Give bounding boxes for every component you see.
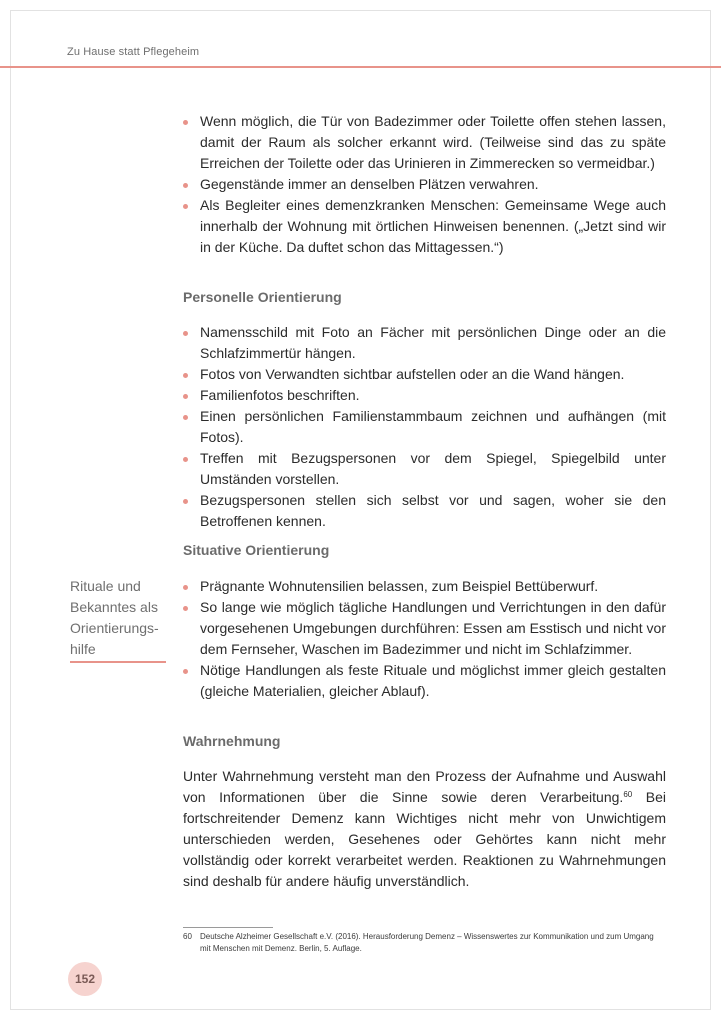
list-item: So lange wie möglich tägliche Handlungen und Verrichtungen in den dafür vorgesehenen Umgebungen durchführen: Essen am Esstisch und nicht vor dem Fernseher, Waschen im Badezimmer und nicht im Schlafzimmer. [183, 597, 666, 660]
footnote-reference: 60 [623, 790, 633, 799]
list-item: Wenn möglich, die Tür von Badezimmer oder Toilette offen stehen lassen, damit der Raum als solcher erkannt wird. (Teilweise sind das zu späte Erreichen der Toilette oder das Urinieren in Zimmerecken so vermeidbar.) [183, 111, 666, 174]
margin-note-rule [70, 661, 166, 663]
header-rule [0, 66, 721, 68]
footnote-text: Deutsche Alzheimer Gesellschaft e.V. (2016). Herausforderung Demenz – Wissenswertes zur Kommunikation und zum Umgang mit Menschen mit Demenz. Berlin, 5. Auflage. [200, 932, 654, 953]
list-item: Als Begleiter eines demenzkranken Menschen: Gemeinsame Wege auch innerhalb der Wohnung mit örtlichen Hinweisen benennen. („Jetzt sind wir in der Küche. Da duftet schon das Mittagessen.“) [183, 195, 666, 258]
footnote-number: 60 [183, 932, 192, 941]
list-item: Bezugspersonen stellen sich selbst vor und sagen, woher sie den Betroffenen kennen. [183, 490, 666, 532]
running-head: Zu Hause statt Pflegeheim [67, 46, 200, 58]
bullet-list-top-section [183, 111, 666, 258]
footnote [183, 931, 666, 955]
list-item: Gegenstände immer an denselben Plätzen verwahren. [183, 174, 666, 195]
section-heading-personelle-orientierung: Personelle Orientierung [183, 289, 342, 305]
margin-note: Rituale und Bekanntes als Orientierungshilfe [70, 578, 159, 657]
section-heading-situative-orientierung: Situative Orientierung [183, 542, 330, 558]
list-item: Einen persönlichen Familienstammbaum zeichnen und aufhängen (mit Fotos). [183, 406, 666, 448]
body-paragraph-wahrnehmung [183, 766, 666, 892]
page-number-badge: 152 [68, 962, 102, 996]
list-item: Namensschild mit Foto an Fächer mit persönlichen Dinge oder an die Schlafzimmertür hängen. [183, 322, 666, 364]
paragraph-text: Bei fortschreitender Demenz kann Wichtiges nicht mehr von Unwichtigem unterschieden werden, Gesehenes oder Gehörtes kann nicht mehr vollständig oder korrekt verarbeitet werden. Reaktionen zu Wahrnehmungen sind deshalb für andere häufig unverständlich. [183, 789, 666, 889]
bullet-list-personelle-orientierung [183, 322, 666, 532]
list-item: Treffen mit Bezugspersonen vor dem Spiegel, Spiegelbild unter Umständen vorstellen. [183, 448, 666, 490]
bullet-list-situative-orientierung [183, 576, 666, 702]
list-item: Fotos von Verwandten sichtbar aufstellen oder an die Wand hängen. [183, 364, 666, 385]
footnote-rule [183, 927, 273, 928]
paragraph-text: Unter Wahrnehmung versteht man den Prozess der Aufnahme und Auswahl von Informationen über die Sinne sowie deren Verarbeitung. [183, 768, 666, 805]
list-item: Prägnante Wohnutensilien belassen, zum Beispiel Bettüberwurf. [183, 576, 666, 597]
list-item: Nötige Handlungen als feste Rituale und möglichst immer gleich gestalten (gleiche Materialien, gleicher Ablauf). [183, 660, 666, 702]
list-item: Familienfotos beschriften. [183, 385, 666, 406]
section-heading-wahrnehmung: Wahrnehmung [183, 733, 281, 749]
